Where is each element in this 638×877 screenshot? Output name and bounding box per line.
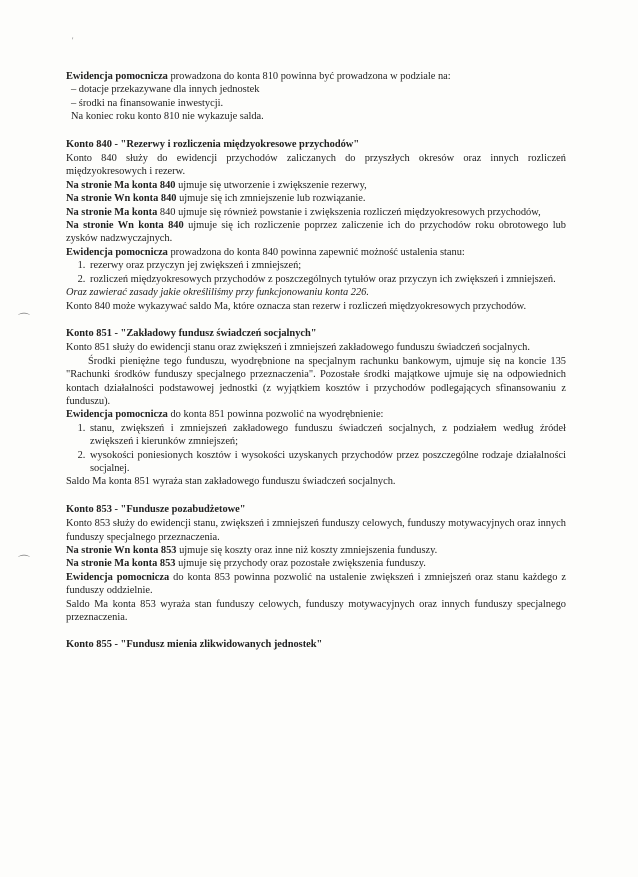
paragraph: Konto 851 służy do ewidencji stanu oraz zwiększeń i zmniejszeń zakładowego funduszu świadczeń socjalnych. xyxy=(66,342,530,354)
text: 840 ujmuje się również powstanie i zwiększenia rozliczeń międzyokresowych przychodów, xyxy=(157,206,541,218)
paragraph: Konto 853 służy do ewidencji stanu, zwiększeń i zmniejszeń funduszy celowych, funduszy motywacyjnych oraz innych funduszy specjalnego przeznaczenia. xyxy=(66,518,566,543)
text: do konta 853 powinna pozwolić na ustalenie zwiększeń i zmniejszeń oraz stanu każdego z funduszy oddzielnie. xyxy=(66,571,566,597)
paragraph xyxy=(66,557,566,570)
text: ujmuje się ich rozliczenie poprzez zaliczenie ich do przychodów roku obrotowego lub zysków nadzwyczajnych. xyxy=(66,220,566,245)
section-heading: Konto 855 - "Fundusz mienia zlikwidowanych jednostek" xyxy=(66,639,323,651)
scan-mark-left-1: ⌒ xyxy=(18,312,31,326)
list-item: 2. wysokości poniesionych kosztów i wysokości uzyskanych przychodów przez poszczególne rodzaje działalności socjalnej. xyxy=(88,449,566,476)
paragraph xyxy=(66,246,566,259)
section-840 xyxy=(66,138,566,313)
paragraph: Konto 840 może wykazywać saldo Ma, które oznacza stan rezerw i rozliczeń międzyokresowych przychodów. xyxy=(66,300,527,312)
text: do konta 851 powinna pozwolić na wyodrębnienie: xyxy=(167,409,384,421)
list-item: 2. rozliczeń międzyokresowych przychodów z poszczególnych tytułów oraz przyczyn ich zwiększeń i zmniejszeń. xyxy=(88,273,566,286)
document-page xyxy=(66,70,566,653)
bold-lead: Ewidencja pomocnicza xyxy=(66,71,168,82)
bold-lead: Na stronie Wn konta 840 xyxy=(66,220,184,232)
section-heading: Konto 840 - "Rezerwy i rozliczenia międzyokresowe przychodów" xyxy=(66,138,360,150)
section-heading: Konto 853 - "Fundusze pozabudżetowe" xyxy=(66,503,246,515)
bold-lead: Na stronie Wn konta 853 xyxy=(66,545,177,556)
paragraph xyxy=(66,544,566,557)
section-heading: Konto 851 - "Zakładowy fundusz świadczeń socjalnych" xyxy=(66,327,317,339)
paragraph xyxy=(66,408,566,421)
text: ujmuje się koszty oraz inne niż koszty zmniejszenia funduszy. xyxy=(176,545,438,556)
paragraph xyxy=(66,206,566,219)
paragraph xyxy=(66,571,566,598)
italic-note: Oraz zawierać zasady jakie określiliśmy przy funkcjonowaniu konta 226. xyxy=(66,287,369,299)
paragraph: Saldo Ma konta 851 wyraża stan zakładowego funduszu świadczeń socjalnych. xyxy=(66,476,396,488)
section-855 xyxy=(66,638,566,651)
bold-lead: Na stronie Ma konta 853 xyxy=(66,558,176,570)
text: prowadzona do konta 840 powinna zapewnić możność ustalenia stanu: xyxy=(167,246,465,258)
paragraph: Saldo Ma konta 853 wyraża stan funduszy celowych, funduszy motywacyjnych oraz innych funduszy specjalnego przeznaczenia. xyxy=(66,598,566,624)
text: ujmuje się ich zmniejszenie lub rozwiązanie. xyxy=(176,193,366,205)
numbered-list xyxy=(66,259,566,286)
paragraph xyxy=(66,179,566,192)
paragraph xyxy=(66,70,566,83)
bold-lead: Ewidencja pomocnicza xyxy=(66,571,170,583)
bold-lead: Ewidencja pomocnicza xyxy=(66,246,168,258)
list-item: 1. stanu, zwiększeń i zmniejszeń zakładowego funduszu świadczeń socjalnych, z podziałem według źródeł zwiększeń i kierunków zmniejszeń; xyxy=(88,422,566,449)
paragraph: Konto 840 służy do ewidencji przychodów zaliczanych do przyszłych okresów oraz innych rozliczeń międzyokresowych i rezerw. xyxy=(66,153,566,178)
paragraph xyxy=(66,192,566,205)
list-line: – środki na finansowanie inwestycji. xyxy=(71,97,224,109)
section-851 xyxy=(66,327,566,489)
bold-lead: Na stronie Ma konta xyxy=(66,206,158,218)
list-item: 1. rezerwy oraz przyczyn jej zwiększeń i zmniejszeń; xyxy=(88,259,566,272)
paragraph: Na koniec roku konto 810 nie wykazuje salda. xyxy=(71,111,264,123)
numbered-list xyxy=(66,422,566,476)
scan-mark-left-2: ⌒ xyxy=(18,554,31,568)
section-810 xyxy=(66,70,566,124)
bold-lead: Na stronie Ma konta 840 xyxy=(66,179,176,191)
paragraph: Środki pieniężne tego funduszu, wyodrębnione na specjalnym rachunku bankowym, ujmuje się na koncie 135 "Rachunki środków funduszy specjalnego przeznaczenia". Pozostałe środki majątkowe ujmuje się na odpowiednich kontach działalności podstawowej jednostki (z wyjątkiem kosztów i przychodów podlegających sfinansowaniu z funduszu). xyxy=(66,355,566,407)
paragraph xyxy=(66,219,566,246)
list-line: – dotacje przekazywane dla innych jednostek xyxy=(71,84,260,96)
scan-mark-top: ' xyxy=(72,36,74,45)
text: ujmuje się przychody oraz pozostałe zwiększenia funduszy. xyxy=(175,558,426,570)
bold-lead: Ewidencja pomocnicza xyxy=(66,409,168,421)
text: ujmuje się utworzenie i zwiększenie rezerwy, xyxy=(175,179,367,191)
text: prowadzona do konta 810 powinna być prowadzona w podziale na: xyxy=(167,71,451,82)
section-853 xyxy=(66,503,566,625)
bold-lead: Na stronie Wn konta 840 xyxy=(66,193,177,205)
